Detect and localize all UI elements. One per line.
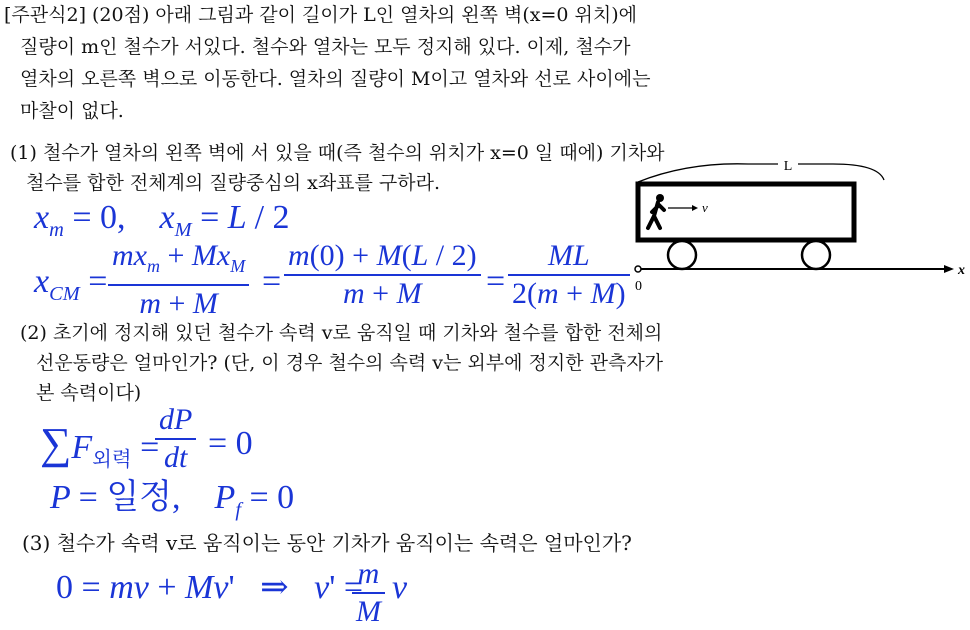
q2-eq-momentum: P = 일정, $P_f = 0$ (50, 479, 295, 521)
q3-eq-rhs: v (392, 569, 408, 606)
q3-eq-lhs: 0 = mv + Mv' ⇒ v' = (56, 569, 363, 606)
q2-line-3: 본 속력이다) (36, 382, 142, 404)
problem-line-2: 질량이 m인 철수가 서있다. 철수와 열차는 모두 정지해 있다. 이제, 철수가 (20, 36, 631, 58)
q1-line-2: 철수를 합한 전체계의 질량중심의 x좌표를 구하라. (26, 172, 441, 194)
length-label: L (783, 160, 793, 174)
person-icon (648, 194, 664, 228)
q1-line-1: (1) 철수가 열차의 왼쪽 벽에 서 있을 때(즉 철수의 위치가 x=0 일 때에) 기차와 (10, 142, 665, 164)
problem-line-4: 마찰이 없다. (20, 100, 124, 122)
problem-line-1: [주관식2] (20점) 아래 그림과 같이 길이가 L인 열차의 왼쪽 벽(x=0 위치)에 (4, 4, 637, 26)
q1-eq-fraction-2: $\frac{m(0) + M(L / 2)}{m + M}$ (284, 238, 481, 312)
q2-eq-force-sum: $\sum F_{외력}$ = (40, 419, 160, 471)
velocity-label: v (702, 200, 708, 215)
origin-marker (635, 266, 641, 272)
q2-eq-derivative: $\frac{dP}{dt}$ (155, 402, 196, 476)
q3-line: (3) 철수가 속력 v로 움직이는 동안 기차가 움직이는 속력은 얼마인가? (22, 531, 632, 555)
q1-eq-fraction-1: $mx_m + Mx_M$ m + M (108, 238, 249, 322)
q1-eq-xcm-lhs: $x_{CM}$ = (34, 263, 108, 305)
x-axis-label: x (958, 263, 965, 278)
q1-eq-equals-2: = (486, 263, 506, 300)
problem-line-3: 열차의 오른쪽 벽으로 이동한다. 열차의 질량이 M이고 열차와 선로 사이에는 (20, 68, 651, 90)
q1-eq-equals-1: = (262, 263, 282, 300)
train-body (638, 184, 854, 240)
velocity-arrowhead (692, 205, 698, 211)
q3-eq-fraction: $\frac{m}{M}$ (352, 556, 385, 630)
length-bracket (638, 164, 884, 182)
q2-line-2: 선운동량은 얼마인가? (단, 이 경우 철수의 속력 v는 외부에 정지한 관측자가 (36, 352, 664, 374)
q1-eq-fraction-3: $\frac{ML}{2(m + M)}$ (508, 238, 630, 312)
x-axis-arrowhead (944, 265, 954, 273)
q2-line-1: (2) 초기에 정지해 있던 철수가 속력 v로 움직일 때 기차와 철수를 합한 전체의 (20, 322, 663, 344)
wheel-left (668, 241, 696, 269)
q2-eq-zero: = 0 (208, 425, 253, 462)
wheel-right (802, 241, 830, 269)
q1-eq-positions: $x_m = 0$, $x_M = L / 2$ (34, 199, 290, 241)
train-diagram (628, 160, 970, 295)
origin-label: 0 (635, 279, 642, 294)
